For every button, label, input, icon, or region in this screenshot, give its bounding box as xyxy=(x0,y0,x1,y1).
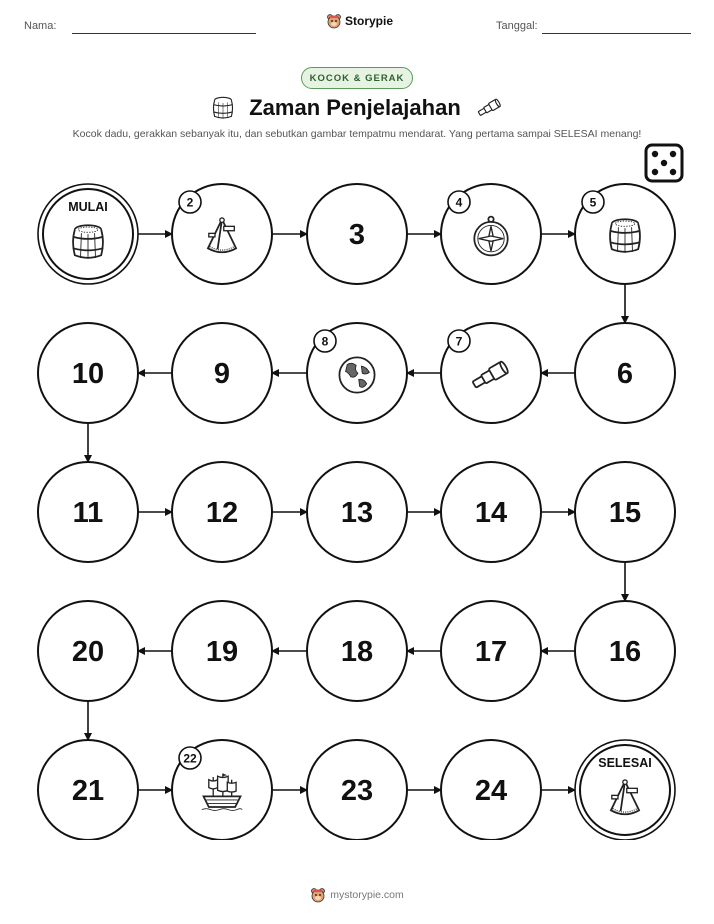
board-space-19 xyxy=(172,601,272,701)
date-label: Tanggal: xyxy=(496,20,538,32)
board-space-21 xyxy=(38,740,138,840)
start-label: MULAI xyxy=(68,200,108,214)
brand-name: Storypie xyxy=(345,14,394,28)
space-number: 12 xyxy=(205,497,239,529)
board-space-11 xyxy=(38,462,138,562)
title-row xyxy=(0,92,714,124)
bear-mascot-icon xyxy=(310,887,326,903)
barrel-icon xyxy=(209,94,237,122)
space-number: 8 xyxy=(321,334,329,349)
board-space-2 xyxy=(172,184,272,284)
board-space-14 xyxy=(441,462,541,562)
board-space-1 xyxy=(38,184,138,284)
space-number: 5 xyxy=(589,195,597,210)
name-field[interactable] xyxy=(72,33,256,34)
space-number: 3 xyxy=(348,219,366,251)
space-number: 14 xyxy=(474,497,508,529)
board-space-4 xyxy=(441,184,541,284)
board-space-23 xyxy=(307,740,407,840)
board-space-17 xyxy=(441,601,541,701)
space-number: 2 xyxy=(186,195,194,210)
category-badge: KOCOK & GERAK xyxy=(301,67,413,89)
board-space-24 xyxy=(441,740,541,840)
space-number: 11 xyxy=(72,497,104,529)
barrel-icon xyxy=(73,225,103,258)
board-space-22 xyxy=(172,740,272,840)
space-number: 4 xyxy=(455,195,463,210)
space-number: 22 xyxy=(183,751,197,766)
board-space-10 xyxy=(38,323,138,423)
board-space-13 xyxy=(307,462,407,562)
space-number: 17 xyxy=(474,636,508,668)
space-number: 7 xyxy=(455,334,463,349)
board-space-6 xyxy=(575,323,675,423)
board-space-16 xyxy=(575,601,675,701)
board-space-15 xyxy=(575,462,675,562)
space-number: 23 xyxy=(340,775,374,807)
name-label: Nama: xyxy=(24,20,57,32)
space-number: 13 xyxy=(340,497,374,529)
globe-icon xyxy=(339,357,374,392)
board-space-3 xyxy=(307,184,407,284)
board-space-7 xyxy=(441,323,541,423)
board-space-5 xyxy=(575,184,675,284)
space-number: 9 xyxy=(213,358,231,390)
board-space-12 xyxy=(172,462,272,562)
space-number: 21 xyxy=(71,775,105,807)
footer-url: mystorypie.com xyxy=(330,889,404,901)
finish-label: SELESAI xyxy=(598,756,652,770)
bear-mascot-icon xyxy=(326,13,342,29)
board-space-25 xyxy=(575,740,675,840)
page-title: Zaman Penjelajahan xyxy=(249,95,461,120)
board-space-18 xyxy=(307,601,407,701)
space-number: 6 xyxy=(616,358,634,390)
space-number: 20 xyxy=(71,636,105,668)
spyglass-icon xyxy=(473,94,505,122)
space-number: 18 xyxy=(340,636,374,668)
board-space-8 xyxy=(307,323,407,423)
date-field[interactable] xyxy=(542,33,691,34)
barrel-icon xyxy=(610,219,640,252)
space-number: 19 xyxy=(205,636,239,668)
space-number: 16 xyxy=(608,636,642,668)
footer xyxy=(0,887,714,903)
board-space-9 xyxy=(172,323,272,423)
space-number: 24 xyxy=(474,775,508,807)
space-number: 10 xyxy=(71,358,105,390)
header xyxy=(0,0,714,50)
game-board xyxy=(0,170,714,840)
instructions: Kocok dadu, gerakkan sebanyak itu, dan sebutkan gambar tempatmu mendarat. Yang pertama sampai SELESAI menang! xyxy=(72,128,642,140)
space-number: 15 xyxy=(608,497,642,529)
brand xyxy=(326,13,393,29)
board-space-20 xyxy=(38,601,138,701)
